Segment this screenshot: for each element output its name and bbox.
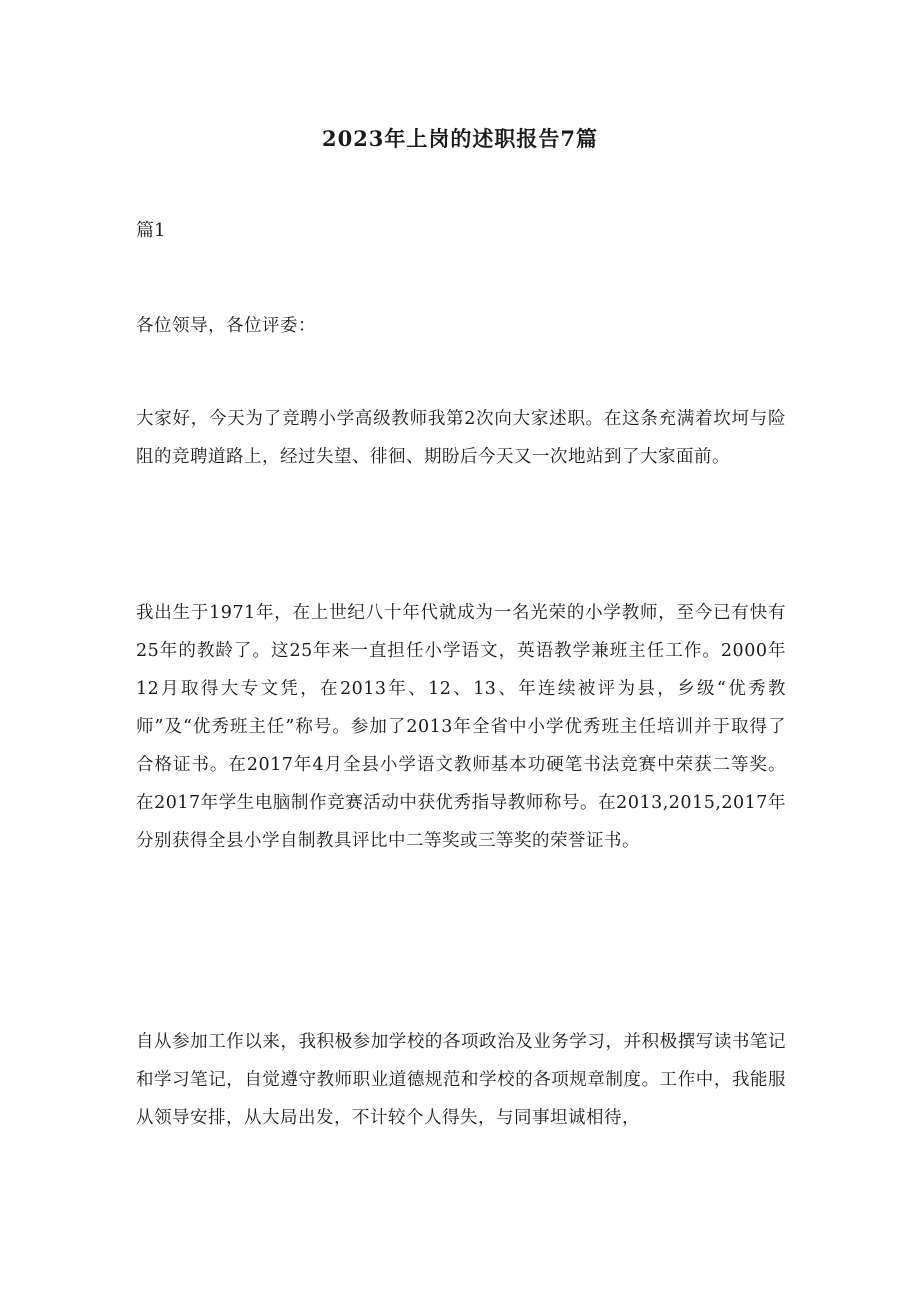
body-paragraph-3: 自从参加工作以来，我积极参加学校的各项政治及业务学习，并积极撰写读书笔记和学习笔记，自觉遵守教师职业道德规范和学校的各项规章制度。工作中，我能服从领导安排，从大局出发，不计较个人得失，与同事坦诚相待， <box>136 1032 786 1128</box>
document-title: 2023年上岗的述职报告7篇 <box>321 126 599 151</box>
body-paragraph-2: 我出生于1971年，在上世纪八十年代就成为一名光荣的小学教师，至今已有快有25年的教龄了。这25年来一直担任小学语文，英语教学兼班主任工作。2000年12月取得大专文凭，在2013年、12、13、年连续被评为县，乡级“优秀教师”及“优秀班主任”称号。参加了2013年全省中小学优秀班主任培训并于取得了合格证书。在2017年4月全县小学语文教师基本功硬笔书法竞赛中荣获二等奖。在2017年学生电脑制作竞赛活动中获优秀指导教师称号。在2013,2015,2017年分别获得全县小学自制教具评比中二等奖或三等奖的荣誉证书。 <box>136 603 786 851</box>
greeting-paragraph: 各位领导，各位评委： <box>136 316 316 336</box>
body-paragraph-1: 大家好，今天为了竞聘小学高级教师我第2次向大家述职。在这条充满着坎坷与险阻的竞聘道路上，经过失望、徘徊、期盼后今天又一次地站到了大家面前。 <box>136 409 786 467</box>
section-label: 篇1 <box>136 220 166 241</box>
